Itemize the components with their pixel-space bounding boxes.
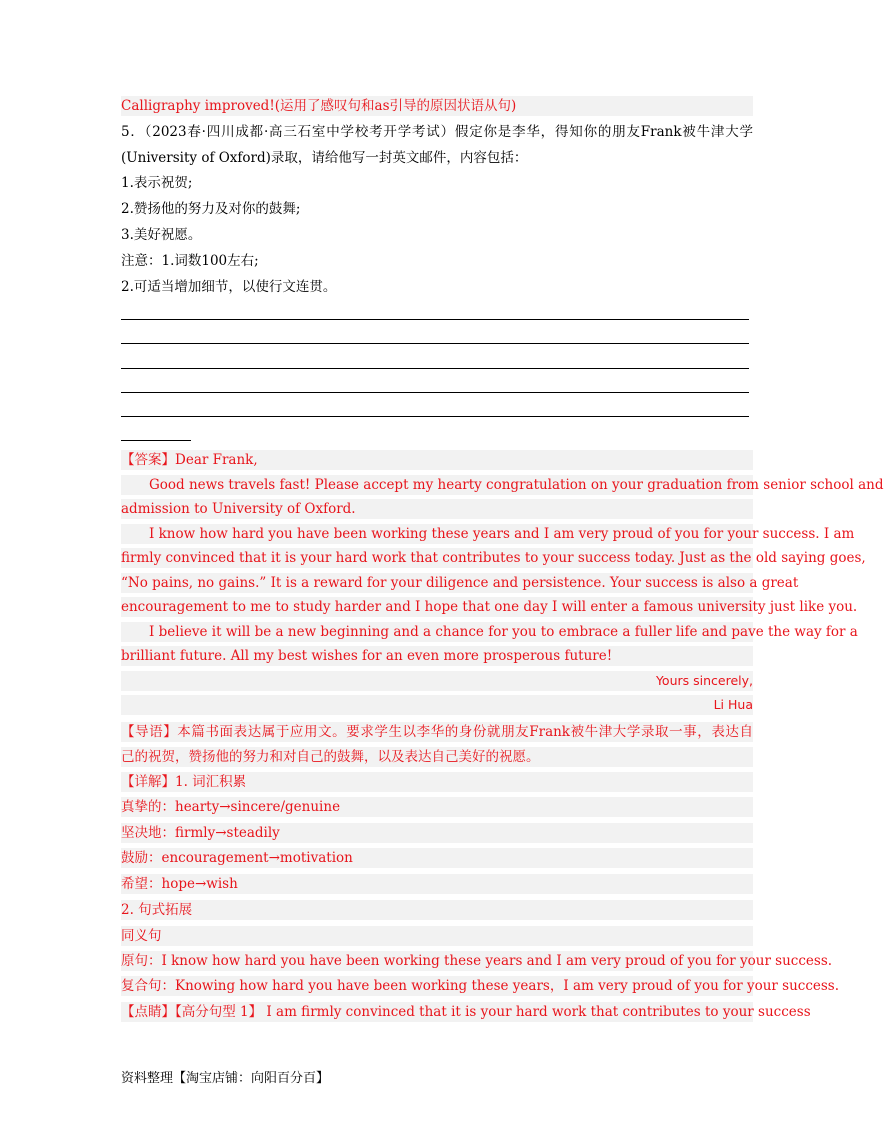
answer-p2-line-1: I know how hard you have been working these years and I am very proud of you for your success. I am: [121, 524, 753, 544]
answer-p3-line-2: brilliant future. All my best wishes for an even more prosperous future!: [121, 646, 753, 666]
answer-signature: Li Hua: [121, 695, 753, 715]
question-item-1: 1.表示祝贺;: [121, 175, 193, 191]
question-line-2: (University of Oxford)录取，请给他写一封英文邮件，内容包括：: [121, 150, 528, 166]
answer-line-4[interactable]: [121, 392, 749, 393]
answer-line-6[interactable]: [121, 440, 191, 441]
answer-line-5[interactable]: [121, 416, 749, 417]
answer-header: [121, 450, 753, 470]
answer-p3-line-1: I believe it will be a new beginning and a chance for you to embrace a fuller life and pave the way for a: [121, 622, 753, 642]
answer-line-2[interactable]: [121, 343, 749, 344]
answer-p1-line-1: Good news travels fast! Please accept my hearty congratulation on your graduation from senior school and: [121, 475, 753, 495]
answer-greeting: Dear Frank,: [175, 452, 258, 468]
answer-label: 【答案】: [121, 452, 175, 468]
detail-header: 【详解】1. 词汇积累: [121, 772, 753, 792]
intro-line: Calligraphy improved!(运用了感叹句和as引导的原因状语从句): [121, 96, 753, 116]
answer-p2-line-3: “No pains, no gains.” It is a reward for your diligence and persistence. Your success is also a great: [121, 575, 799, 591]
guide-line-2: 己的祝贺，赞扬他的努力和对自己的鼓舞，以及表达自己美好的祝愿。: [121, 747, 753, 767]
answer-p1-line-2: admission to University of Oxford.: [121, 499, 753, 519]
footer-source: 资料整理【淘宝店铺：向阳百分百】: [121, 1071, 330, 1086]
answer-line-3[interactable]: [121, 368, 749, 369]
section-2-header: 2. 句式拓展: [121, 900, 753, 920]
vocab-item-4: 希望：hope→wish: [121, 874, 753, 894]
question-item-2: 2.赞扬他的努力及对你的鼓舞;: [121, 201, 301, 217]
answer-p2-line-4: encouragement to me to study harder and I hope that one day I will enter a famous university just like you.: [121, 599, 858, 615]
vocab-item-3: 鼓励：encouragement→motivation: [121, 848, 753, 868]
original-sentence: 原句：I know how hard you have been working these years and I am very proud of you for your success.: [121, 953, 833, 969]
compound-sentence: 复合句：Knowing how hard you have been working these years，I am very proud of you for your success.: [121, 978, 840, 994]
question-note-2: 2.可适当增加细节，以使行文连贯。: [121, 279, 337, 295]
vocab-item-2: 坚决地：firmly→steadily: [121, 823, 753, 843]
question-item-3: 3.美好祝愿。: [121, 227, 202, 243]
synonym-label: 同义句: [121, 926, 753, 946]
question-note-1: 注意：1.词数100左右;: [121, 253, 259, 269]
question-line-1: 5．（2023春·四川成都·高三石室中学校考开学考试）假定你是李华，得知你的朋友Frank被牛津大学: [121, 124, 753, 140]
vocab-item-1: 真挚的：hearty→sincere/genuine: [121, 797, 753, 817]
answer-closing: Yours sincerely,: [121, 671, 753, 691]
answer-p2-line-2: firmly convinced that it is your hard work that contributes to your success today. Just as the old saying goes,: [121, 550, 866, 566]
answer-line-1[interactable]: [121, 319, 749, 320]
guide-line-1: 【导语】本篇书面表达属于应用文。要求学生以李华的身份就朋友Frank被牛津大学录取一事，表达自: [121, 724, 753, 740]
highlight-line: 【点睛】【高分句型 1】 I am firmly convinced that it is your hard work that contributes to your success: [121, 1004, 811, 1020]
